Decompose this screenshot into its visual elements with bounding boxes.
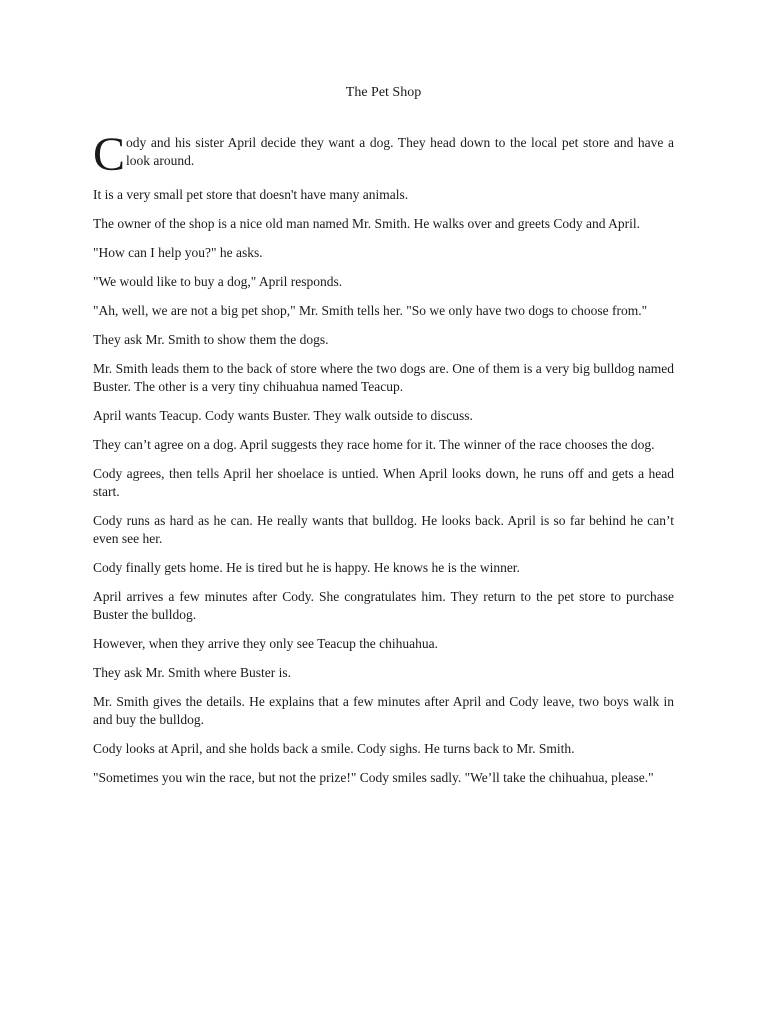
paragraph: Cody finally gets home. He is tired but he is happy. He knows he is the winner. <box>93 560 520 575</box>
paragraph: April arrives a few minutes after Cody. She congratulates him. They return to the pet store to purchase Buster the bulldog. <box>93 589 674 622</box>
paragraph: They can’t agree on a dog. April suggests they race home for it. The winner of the race chooses the dog. <box>93 437 655 452</box>
paragraph: The owner of the shop is a nice old man named Mr. Smith. He walks over and greets Cody and April. <box>93 216 641 231</box>
paragraph: Mr. Smith leads them to the back of store where the two dogs are. One of them is a very big bulldog named Buster. The other is a very tiny chihuahua named Teacup. <box>93 361 674 394</box>
paragraph: They ask Mr. Smith to show them the dogs. <box>93 332 329 347</box>
paragraph: Cody looks at April, and she holds back a smile. Cody sighs. He turns back to Mr. Smith. <box>93 741 575 756</box>
paragraph: "How can I help you?" he asks. <box>93 245 263 260</box>
paragraph: "Ah, well, we are not a big pet shop," Mr. Smith tells her. "So we only have two dogs to choose from." <box>93 303 648 318</box>
document-title: The Pet Shop <box>345 85 422 100</box>
drop-cap: C <box>93 128 126 181</box>
paragraph: "Sometimes you win the race, but not the prize!" Cody smiles sadly. "We’ll take the chihuahua, please." <box>93 770 654 785</box>
paragraph: "We would like to buy a dog," April responds. <box>93 274 343 289</box>
paragraph: Cody runs as hard as he can. He really wants that bulldog. He looks back. April is so far behind he can’t even see her. <box>93 513 674 546</box>
paragraph: However, when they arrive they only see Teacup the chihuahua. <box>93 636 439 651</box>
paragraph: It is a very small pet store that doesn't have many animals. <box>93 187 409 202</box>
paragraph: They ask Mr. Smith where Buster is. <box>93 665 291 680</box>
paragraph-1 <box>93 128 674 181</box>
paragraph: April wants Teacup. Cody wants Buster. They walk outside to discuss. <box>93 408 473 423</box>
paragraph: Cody agrees, then tells April her shoelace is untied. When April looks down, he runs off and gets a head start. <box>93 466 674 499</box>
paragraph: Mr. Smith gives the details. He explains that a few minutes after April and Cody leave, two boys walk in and buy the bulldog. <box>93 694 674 727</box>
paragraph-1-text: ody and his sister April decide they want a dog. They head down to the local pet store and have a look around. <box>126 135 674 168</box>
